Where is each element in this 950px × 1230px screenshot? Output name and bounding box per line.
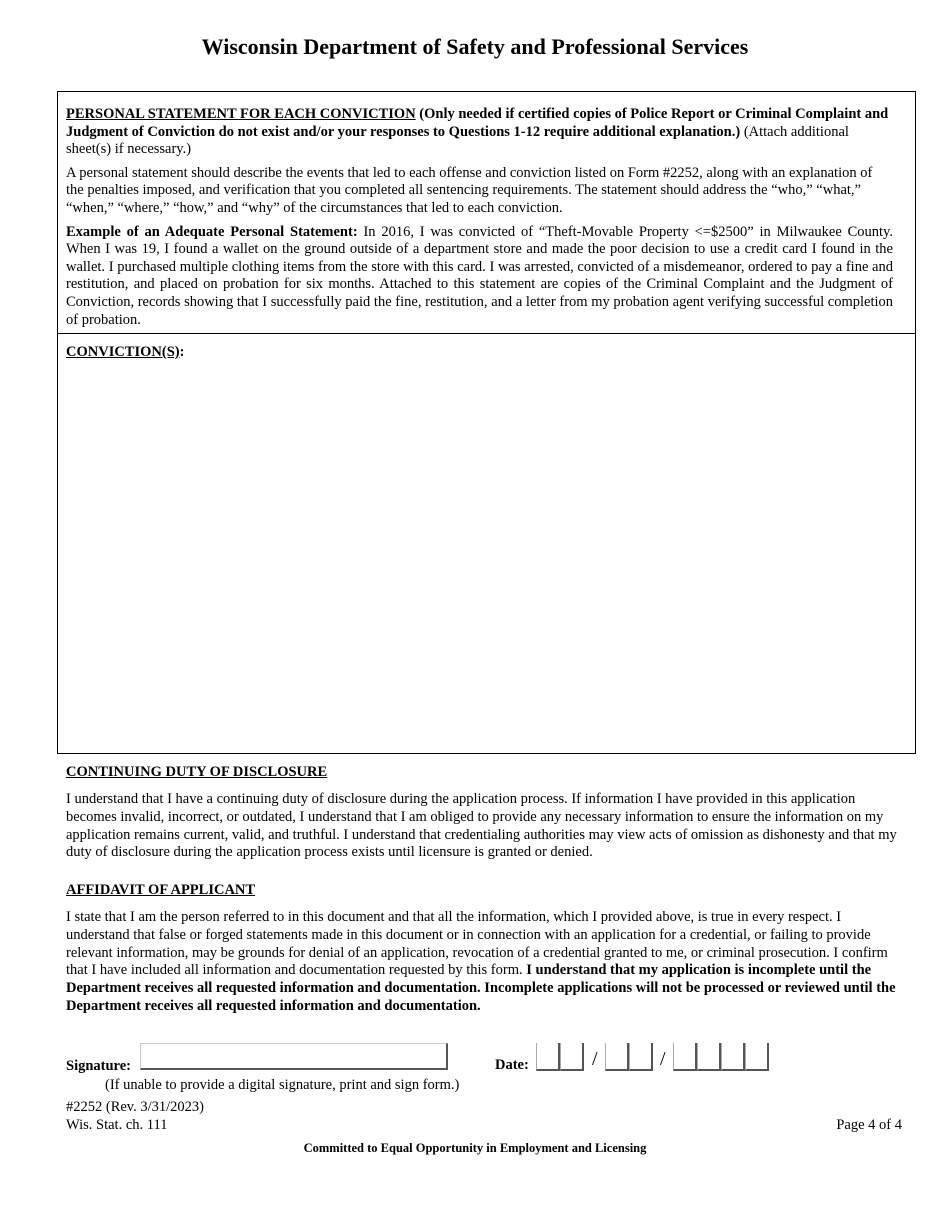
affidavit-bold-text: I understand that my application is incomplete until the Department receives all requested information and documentation. Incomplete applications will not be processed or reviewed until the Department receives all requested information and documentation.	[66, 962, 896, 1014]
continuing-duty-text: I understand that I have a continuing duty of disclosure during the application process. If information I have provided in this application becomes invalid, incorrect, or outdated, I understand that I am obliged to provide any necessary information to ensure the information on my application remains current, valid, and truthful. I understand that credentialing authorities may view acts of omission as dishonesty and that my duty of disclosure during the application process exists until licensure is granted or denied.	[66, 791, 897, 861]
signature-note: (If unable to provide a digital signature, print and sign form.)	[105, 1077, 460, 1093]
affidavit-text	[66, 909, 906, 1016]
date-month-digit-2[interactable]	[560, 1043, 584, 1071]
statute-reference: Wis. Stat. ch. 111	[66, 1117, 168, 1133]
convictions-entry-area[interactable]	[57, 333, 916, 754]
affidavit-heading: AFFIDAVIT OF APPLICANT	[66, 882, 256, 898]
footer-tagline: Committed to Equal Opportunity in Employment and Licensing	[303, 1141, 647, 1155]
convictions-label: CONVICTION(S)	[66, 344, 180, 360]
date-day-field[interactable]	[605, 1043, 653, 1071]
form-number: #2252 (Rev. 3/31/2023)	[66, 1099, 205, 1115]
convictions-label-suffix: :	[179, 344, 185, 360]
date-month-digit-1[interactable]	[536, 1043, 560, 1071]
personal-statement-box	[57, 91, 916, 334]
date-month-field[interactable]	[536, 1043, 584, 1071]
signature-label: Signature:	[66, 1058, 131, 1074]
convictions-label-line	[66, 344, 907, 362]
date-year-digit-3[interactable]	[721, 1043, 745, 1071]
example-text: In 2016, I was convicted of “Theft-Movable Property <=$2500” in Milwaukee County. When I was 19, I found a wallet on the ground outside of a department store and made the poor decision to use a credit card I found in the wallet. I purchased multiple clothing items from the store with this card. I was arrested, convicted of a misdemeanor, ordered to pay a fine and restitution, and placed on probation for six months. Attached to this statement are copies of the Criminal Complaint and the Judgment of Conviction, records showing that I successfully paid the fine, restitution, and a letter from my probation agent verifying successful completion of probation.	[66, 223, 893, 328]
personal-statement-instructions: A personal statement should describe the events that led to each offense and conviction listed on Form #2252, along with an explanation of the penalties imposed, and verification that you completed all sentencing requirements. The statement should address the “who,” “what,” “when,” “where,” “how,” and “why” of the circumstances that led to each conviction.	[66, 164, 873, 216]
date-year-digit-1[interactable]	[673, 1043, 697, 1071]
personal-statement-heading-line	[66, 106, 893, 159]
date-day-digit-2[interactable]	[629, 1043, 653, 1071]
date-day-digit-1[interactable]	[605, 1043, 629, 1071]
affidavit-plain-text: I state that I am the person referred to in this document and that all the information, which I provided above, is true in every respect. I understand that false or forged statements made in this document or in connection with an application for a credential, or failing to provide relevant information, may be grounds for denial of an application, revocation of a credential granted to me, or criminal prosecution. I confirm that I have included all information and documentation requested by this form.	[66, 909, 888, 979]
example-label: Example of an Adequate Personal Statement:	[66, 223, 358, 240]
personal-statement-example	[66, 224, 893, 330]
personal-statement-heading-note: (Only needed if certified copies of Police Report or Criminal Complaint and Judgment of Conviction do not exist and/or your responses to Questions 1-12 require additional explanation.)	[66, 106, 889, 140]
signature-field[interactable]	[140, 1043, 448, 1070]
date-year-digit-4[interactable]	[745, 1043, 769, 1071]
date-year-digit-2[interactable]	[697, 1043, 721, 1071]
date-label: Date:	[495, 1057, 529, 1073]
personal-statement-heading: PERSONAL STATEMENT FOR EACH CONVICTION	[66, 106, 416, 122]
page-number: Page 4 of 4	[836, 1117, 902, 1133]
attach-note: (Attach additional sheet(s) if necessary.)	[66, 123, 849, 158]
date-separator-2: /	[660, 1048, 666, 1070]
page-title: Wisconsin Department of Safety and Professional Services	[201, 34, 749, 59]
date-year-field[interactable]	[673, 1043, 769, 1071]
date-separator-1: /	[592, 1048, 598, 1070]
continuing-duty-heading: CONTINUING DUTY OF DISCLOSURE	[66, 764, 328, 780]
